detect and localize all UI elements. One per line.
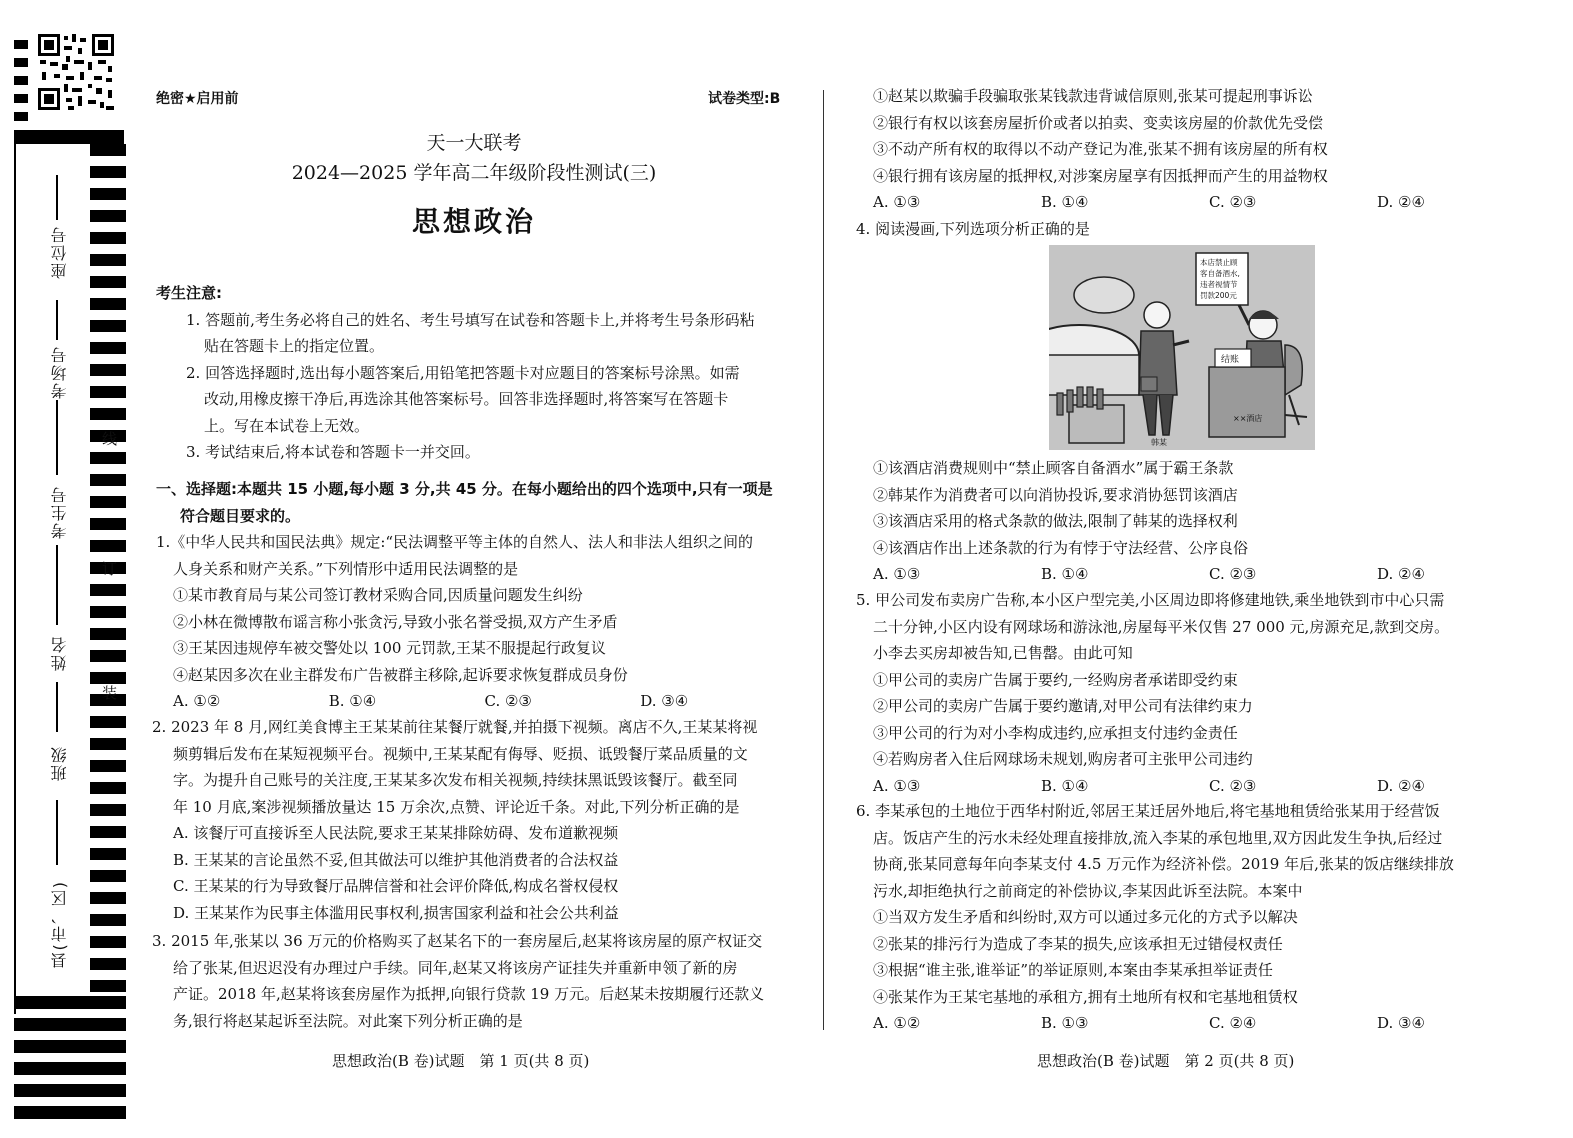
question-stem: 污水,却拒绝执行之前商定的补偿协议,李某因此诉至法院。本案中 xyxy=(873,881,1303,900)
ladder-bar xyxy=(90,474,126,486)
section-heading-line: 符合题目要求的。 xyxy=(180,506,301,525)
candidate-number-label: 考生号 xyxy=(50,485,69,539)
ladder-bar xyxy=(90,518,126,530)
ladder-bar xyxy=(90,760,126,772)
statement: ②韩某作为消费者可以向消协投诉,要求消协惩罚该酒店 xyxy=(873,485,1238,504)
statement: ③甲公司的行为对小李构成违约,应承担支付违约金责任 xyxy=(873,723,1238,742)
section-heading xyxy=(156,476,796,529)
subject-title: 思想政治 xyxy=(411,205,536,238)
ladder-bar xyxy=(90,188,126,200)
ladder-bar xyxy=(14,1018,126,1031)
question-stem: 字。为提升自己账号的关注度,王某某多次发布相关视频,持续抹黑诋毁该餐厅。截至同 xyxy=(173,771,738,789)
confidential-label: 绝密★启用前 xyxy=(156,91,239,107)
ladder-bar xyxy=(90,408,126,420)
ladder-bar xyxy=(90,738,126,750)
statement: ④若购房者入住后网球场未规划,购房者可主张甲公司违约 xyxy=(873,750,1253,768)
question-stem: 年 10 月底,案涉视频播放量达 15 万余次,点赞、评论近千条。对此,下列分析正确的是 xyxy=(173,797,740,816)
ladder-bar xyxy=(90,606,126,618)
county-label: 县(市、区) xyxy=(50,880,69,969)
option-d[interactable]: D. ②④ xyxy=(1377,193,1425,211)
ladder-bar xyxy=(90,276,126,288)
question-stem: 3. 2015 年,张某以 36 万元的价格购买了赵某名下的一套房屋后,赵某将该房屋的原产权证交 xyxy=(152,932,763,950)
question-stem: 5. 甲公司发布卖房广告称,本小区户型完美,小区周边即将修建地铁,乘坐地铁到市中心只需 xyxy=(856,591,1445,609)
ladder-bar xyxy=(14,1062,126,1075)
sign-line: 客自备酒水, xyxy=(1200,269,1240,278)
ladder-bar xyxy=(90,650,126,662)
question-4-items xyxy=(873,455,1553,588)
ladder-bar xyxy=(90,716,126,728)
ladder-bar xyxy=(14,1106,126,1119)
name-label: 姓名 xyxy=(50,635,69,671)
ladder-bar xyxy=(90,980,126,992)
exam-name-title: 2024—2025 学年高二年级阶段性测试(三) xyxy=(291,162,657,184)
question-stem: 频剪辑后发布在某短视频平台。视频中,王某某配有侮辱、贬损、诋毁餐厅菜品质量的文 xyxy=(173,744,748,763)
option-d[interactable]: D. ②④ xyxy=(1377,565,1425,583)
option-d[interactable]: D. ③④ xyxy=(1377,1014,1425,1032)
ladder-bar xyxy=(90,342,126,354)
statement: ④该酒店作出上述条款的行为有悖于守法经营、公序良俗 xyxy=(873,538,1249,557)
paper-type-label: 试卷类型:B xyxy=(708,91,781,107)
option-b[interactable]: B. ①④ xyxy=(1041,193,1089,211)
title-block xyxy=(156,128,792,240)
option-c[interactable]: C. ②③ xyxy=(1209,776,1257,795)
ladder-bar xyxy=(90,870,126,882)
ladder-bar xyxy=(90,914,126,926)
statement: ①甲公司的卖房广告属于要约,一经购房者承诺即受约束 xyxy=(873,670,1238,689)
statement: ②小林在微博散布谣言称小张贪污,导致小张名誉受损,双方产生矛盾 xyxy=(173,612,618,631)
option-a[interactable]: A. ①② xyxy=(873,1014,921,1032)
ladder-bar xyxy=(90,826,126,838)
option-b[interactable]: B. ①③ xyxy=(1041,1014,1089,1032)
statement: ④张某作为王某宅基地的承租方,拥有土地所有权和宅基地租赁权 xyxy=(873,987,1298,1006)
question-stem: 1.《中华人民共和国民法典》规定:“民法调整平等主体的自然人、法人和非法人组织之间的 xyxy=(156,533,754,551)
sign-line: 违者视情节 xyxy=(1200,280,1238,289)
question-3-items xyxy=(856,83,1553,242)
question-stem: 协商,张某同意每年向李某支付 4.5 万元作为经济补偿。2019 年后,张某的饭店继续排放 xyxy=(873,855,1454,873)
ladder-bar xyxy=(90,540,126,552)
choice-c[interactable]: C. 王某某的行为导致餐厅品牌信誉和社会评价降低,构成名誉权侵权 xyxy=(173,877,619,895)
ladder-bar xyxy=(90,782,126,794)
statement: ②甲公司的卖房广告属于要约邀请,对甲公司有法律约束力 xyxy=(873,697,1253,715)
statement: ④赵某因多次在业主群发布广告被群主移除,起诉要求恢复群成员身份 xyxy=(173,665,628,684)
question-stem: 6. 李某承包的土地位于西华村附近,邻居王某迁居外地后,将宅基地租赁给张某用于经营饭 xyxy=(856,802,1440,820)
statement: ①该酒店消费规则中“禁止顾客自备酒水”属于霸王条款 xyxy=(873,459,1234,477)
options-row xyxy=(856,773,1556,800)
ladder-bar xyxy=(90,254,126,266)
option-a[interactable]: A. ①③ xyxy=(873,776,921,795)
notice-item: 3. 考试结束后,将本试卷和答题卡一并交回。 xyxy=(186,443,480,461)
option-c[interactable]: C. ②③ xyxy=(1209,193,1257,211)
question-stem: 人身关系和财产关系。”下列情形中适用民法调整的是 xyxy=(173,559,519,578)
statement: ③不动产所有权的取得以不动产登记为准,张某不拥有该房屋的所有权 xyxy=(873,140,1328,158)
notice-heading: 考生注意: xyxy=(156,284,222,302)
choice-b[interactable]: B. 王某某的言论虽然不妥,但其做法可以维护其他消费者的合法权益 xyxy=(173,850,619,869)
ladder-bar xyxy=(90,452,126,464)
ladder-bar xyxy=(90,210,126,222)
statement: ③该酒店采用的格式条款的做法,限制了韩某的选择权利 xyxy=(873,512,1238,530)
person-label: 韩某 xyxy=(1151,438,1167,447)
ladder-bar xyxy=(90,232,126,244)
desk-label: 结账 xyxy=(1221,355,1240,365)
statement: ②银行有权以该套房屋折价或者以拍卖、变卖该房屋的价款优先受偿 xyxy=(873,113,1324,132)
bind-mark-staple: 订 xyxy=(102,560,118,578)
class-label: 班级 xyxy=(50,745,69,781)
seat-number-label: 座位号 xyxy=(50,225,69,279)
page-footer-right: 思想政治(B 卷)试题 第 2 页(共 8 页) xyxy=(1037,1052,1295,1070)
option-d[interactable]: D. ③④ xyxy=(640,692,689,710)
ladder-bar xyxy=(90,298,126,310)
statement: ①赵某以欺骗手段骗取张某钱款违背诚信原则,张某可提起刑事诉讼 xyxy=(873,87,1313,105)
option-c[interactable]: C. ②③ xyxy=(484,692,532,710)
option-a[interactable]: A. ①③ xyxy=(873,193,921,211)
ladder-bar xyxy=(90,166,126,178)
option-c[interactable]: C. ②③ xyxy=(1209,565,1257,583)
sign-line: 罚款200元 xyxy=(1200,291,1237,300)
cartoon-image xyxy=(1049,245,1315,450)
option-c[interactable]: C. ②④ xyxy=(1209,1014,1257,1032)
option-b[interactable]: B. ①④ xyxy=(1041,565,1089,583)
choice-a[interactable]: A. 该餐厅可直接诉至人民法院,要求王某某排除妨碍、发布道歉视频 xyxy=(173,824,619,842)
option-d[interactable]: D. ②④ xyxy=(1377,776,1425,795)
ladder-bar xyxy=(90,804,126,816)
question-3-stem xyxy=(152,928,796,1034)
question-stem: 4. 阅读漫画,下列选项分析正确的是 xyxy=(856,219,1090,238)
question-6 xyxy=(856,798,1556,1037)
section-heading-line: 一、选择题:本题共 15 小题,每小题 3 分,共 45 分。在每小题给出的四个选项中,只有一项是 xyxy=(156,480,773,498)
question-stem: 给了张某,但迟迟没有办理过户手续。同年,赵某又将该房产证挂失并重新申领了新的房 xyxy=(173,958,738,977)
question-stem: 务,银行将赵某起诉至法院。对此案下列分析正确的是 xyxy=(173,1011,523,1030)
ladder-bar xyxy=(90,628,126,640)
bind-mark-line: 线 xyxy=(102,430,118,448)
notice-item: 2. 回答选择题时,选出每小题答案后,用铅笔把答题卡对应题目的答案标号涂黑。如需 xyxy=(186,363,740,382)
ladder-bar xyxy=(90,496,126,508)
choice-d[interactable]: D. 王某某作为民事主体滥用民事权利,损害国家利益和社会公共利益 xyxy=(173,903,619,922)
ladder-bar xyxy=(90,584,126,596)
statement: ①当双方发生矛盾和纠纷时,双方可以通过多元化的方式予以解决 xyxy=(873,908,1298,926)
ladder-bar xyxy=(90,958,126,970)
notice-item: 改动,用橡皮擦干净后,再选涂其他答案标号。回答非选择题时,将答案写在答题卡 xyxy=(204,390,729,408)
ladder-bar xyxy=(14,1084,126,1097)
ladder-bar xyxy=(14,1040,126,1053)
statement: ③根据“谁主张,谁举证”的举证原则,本案由李某承担举证责任 xyxy=(873,961,1273,979)
ladder-bar xyxy=(90,144,126,156)
column-divider xyxy=(823,90,824,1030)
ladder-bar xyxy=(90,320,126,332)
notice-block xyxy=(156,280,796,466)
question-stem: 二十分钟,小区内设有网球场和游泳池,房屋每平米仅售 27 000 元,房源充足,款到交房。 xyxy=(873,617,1450,636)
ladder-bar xyxy=(90,364,126,376)
question-1 xyxy=(156,529,796,715)
page-footer-left: 思想政治(B 卷)试题 第 1 页(共 8 页) xyxy=(332,1052,590,1070)
options-row xyxy=(856,1010,1556,1037)
bind-mark-bind: 装 xyxy=(102,684,118,702)
notice-item: 1. 答题前,考生务必将自己的姓名、考生号填写在试卷和答题卡上,并将考生号条形码粘 xyxy=(186,310,755,329)
option-b[interactable]: B. ①④ xyxy=(1041,776,1089,795)
question-stem: 产证。2018 年,赵某将该套房屋作为抵押,向银行贷款 19 万元。后赵某未按期履行还款义 xyxy=(173,985,765,1003)
notice-item: 上。写在本试卷上无效。 xyxy=(204,416,370,435)
option-a[interactable]: A. ①③ xyxy=(873,565,921,583)
binding-strip xyxy=(14,0,126,1138)
question-stem: 2. 2023 年 8 月,网红美食博主王某某前往某餐厅就餐,并拍摄下视频。离店不久,王某某将视 xyxy=(152,718,758,736)
statement: ③王某因违规停车被交警处以 100 元罚款,王某不服提起行政复议 xyxy=(173,639,606,657)
question-2 xyxy=(152,714,796,926)
ladder-bar xyxy=(90,892,126,904)
options-row xyxy=(156,688,796,715)
statement: ④银行拥有该房屋的抵押权,对涉案房屋享有因抵押而产生的用益物权 xyxy=(873,166,1328,185)
ladder-bar xyxy=(90,936,126,948)
option-a[interactable]: A. ①② xyxy=(173,692,221,710)
qr-code-icon xyxy=(36,32,116,112)
notice-item: 贴在答题卡上的指定位置。 xyxy=(204,337,385,355)
counter-label: ××酒店 xyxy=(1233,414,1263,423)
options-row xyxy=(873,561,1553,588)
ladder-bar xyxy=(90,848,126,860)
exam-room-label: 考场号 xyxy=(50,345,69,399)
exam-union-title: 天一大联考 xyxy=(426,132,522,154)
ladder-bar xyxy=(14,996,126,1009)
question-stem: 店。饭店产生的污水未经处理直接排放,流入李某的承包地里,双方因此发生争执,后经过 xyxy=(873,828,1443,847)
option-b[interactable]: B. ①④ xyxy=(328,692,377,710)
binding-ladder-bottom xyxy=(14,996,126,1126)
sign-line: 本店禁止顾 xyxy=(1200,258,1238,267)
ladder-bar xyxy=(90,386,126,398)
statement: ②张某的排污行为造成了李某的损失,应该承担无过错侵权责任 xyxy=(873,934,1283,953)
statement: ①某市教育局与某公司签订教材采购合同,因质量问题发生纠纷 xyxy=(173,586,583,604)
question-stem: 小李去买房却被告知,已售罄。由此可知 xyxy=(873,644,1133,662)
options-row xyxy=(873,189,1553,216)
question-5 xyxy=(856,587,1556,799)
